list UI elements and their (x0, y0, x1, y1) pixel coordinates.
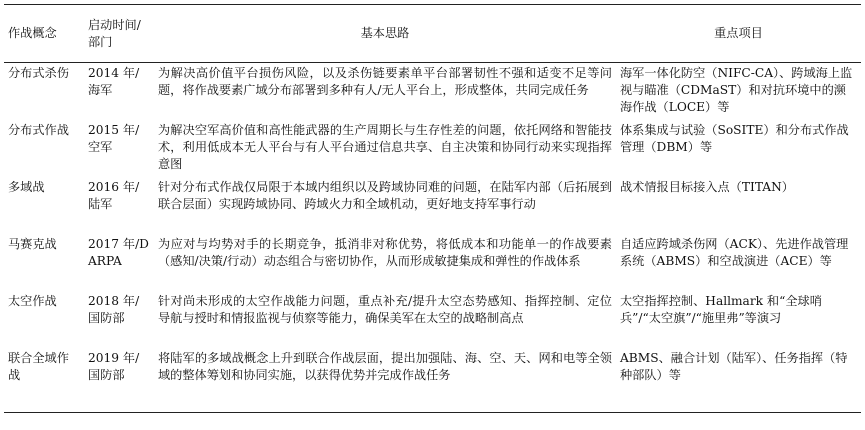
header-time-dept: 启动时间/部门 (88, 17, 141, 49)
table-row (4, 63, 861, 120)
header-row (4, 5, 861, 63)
cell-concept: 联合全域作战 (8, 350, 69, 382)
cell-ideas: 针对分布式作战仅局限于本域内组织以及跨域协同难的问题，在陆军内部（后拓展到联合层面）实现跨域协同、跨域火力和全域机动，更好地支持军事行动 (158, 179, 612, 211)
table-row (4, 348, 861, 413)
table-row (4, 291, 861, 348)
cell-projects: 太空指挥控制、Hallmark 和“全球哨兵”/“太空旗”/“施里弗”等演习 (620, 293, 822, 325)
cell-time-dept: 2017 年/DARPA (88, 236, 149, 268)
table-row (4, 120, 861, 177)
header-concept: 作战概念 (8, 26, 57, 40)
comparison-table (4, 4, 861, 413)
table-row (4, 234, 861, 291)
cell-projects: 自适应跨域杀伤网（ACK）、先进作战管理系统（ABMS）和空战演进（ACE）等 (620, 236, 849, 268)
cell-ideas: 为解决高价值平台损伤风险，以及杀伤链要素单平台部署韧性不强和适变不足等问题，将作战要素广域分布部署到多种有人/无人平台上，形成整体，共同完成任务 (158, 66, 612, 97)
cell-projects: ABMS、融合计划（陆军）、任务指挥（特种部队）等 (620, 350, 848, 382)
cell-time-dept: 2014 年/海军 (88, 66, 140, 97)
cell-projects: 战术情报目标接入点（TITAN） (620, 179, 794, 194)
header-projects: 重点项目 (714, 26, 763, 40)
header-ideas: 基本思路 (360, 26, 410, 40)
table-row (4, 177, 861, 234)
cell-projects: 海军一体化防空（NIFC-CA）、跨域海上监视与瞄准（CDMaST）和对抗环境中的濒海作战（LOCE）等 (620, 66, 853, 114)
cell-concept: 分布式杀伤 (8, 66, 69, 80)
cell-ideas: 针对尚未形成的太空作战能力问题，重点补充/提升太空态势感知、指挥控制、定位导航与授时和情报监视与侦察等能力，确保美军在太空的战略制高点 (158, 293, 612, 325)
cell-ideas: 为应对与均势对手的长期竞争，抵消非对称优势，将低成本和功能单一的作战要素（感知/决策/行动）动态组合与密切协作，从而形成敏捷集成和弹性的作战体系 (158, 236, 612, 268)
cell-concept: 太空作战 (8, 293, 57, 308)
cell-concept: 多域战 (8, 179, 45, 194)
cell-time-dept: 2015 年/空军 (88, 122, 140, 154)
cell-concept: 分布式作战 (8, 122, 69, 137)
cell-time-dept: 2019 年/国防部 (88, 350, 140, 382)
cell-ideas: 为解决空军高价值和高性能武器的生产周期长与生存性差的问题，依托网络和智能技术，利用低成本无人平台与有人平台通过信息共享、自主决策和协同行动来实现指挥意图 (158, 122, 612, 171)
cell-time-dept: 2016 年/陆军 (88, 179, 140, 211)
cell-time-dept: 2018 年/国防部 (88, 293, 140, 325)
cell-concept: 马赛克战 (8, 236, 57, 251)
cell-projects: 体系集成与试验（SoSITE）和分布式作战管理（DBM）等 (620, 122, 849, 154)
cell-ideas: 将陆军的多域战概念上升到联合作战层面，提出加强陆、海、空、天、网和电等全领域的整体筹划和协同实施，以获得优势并完成作战任务 (158, 350, 612, 382)
